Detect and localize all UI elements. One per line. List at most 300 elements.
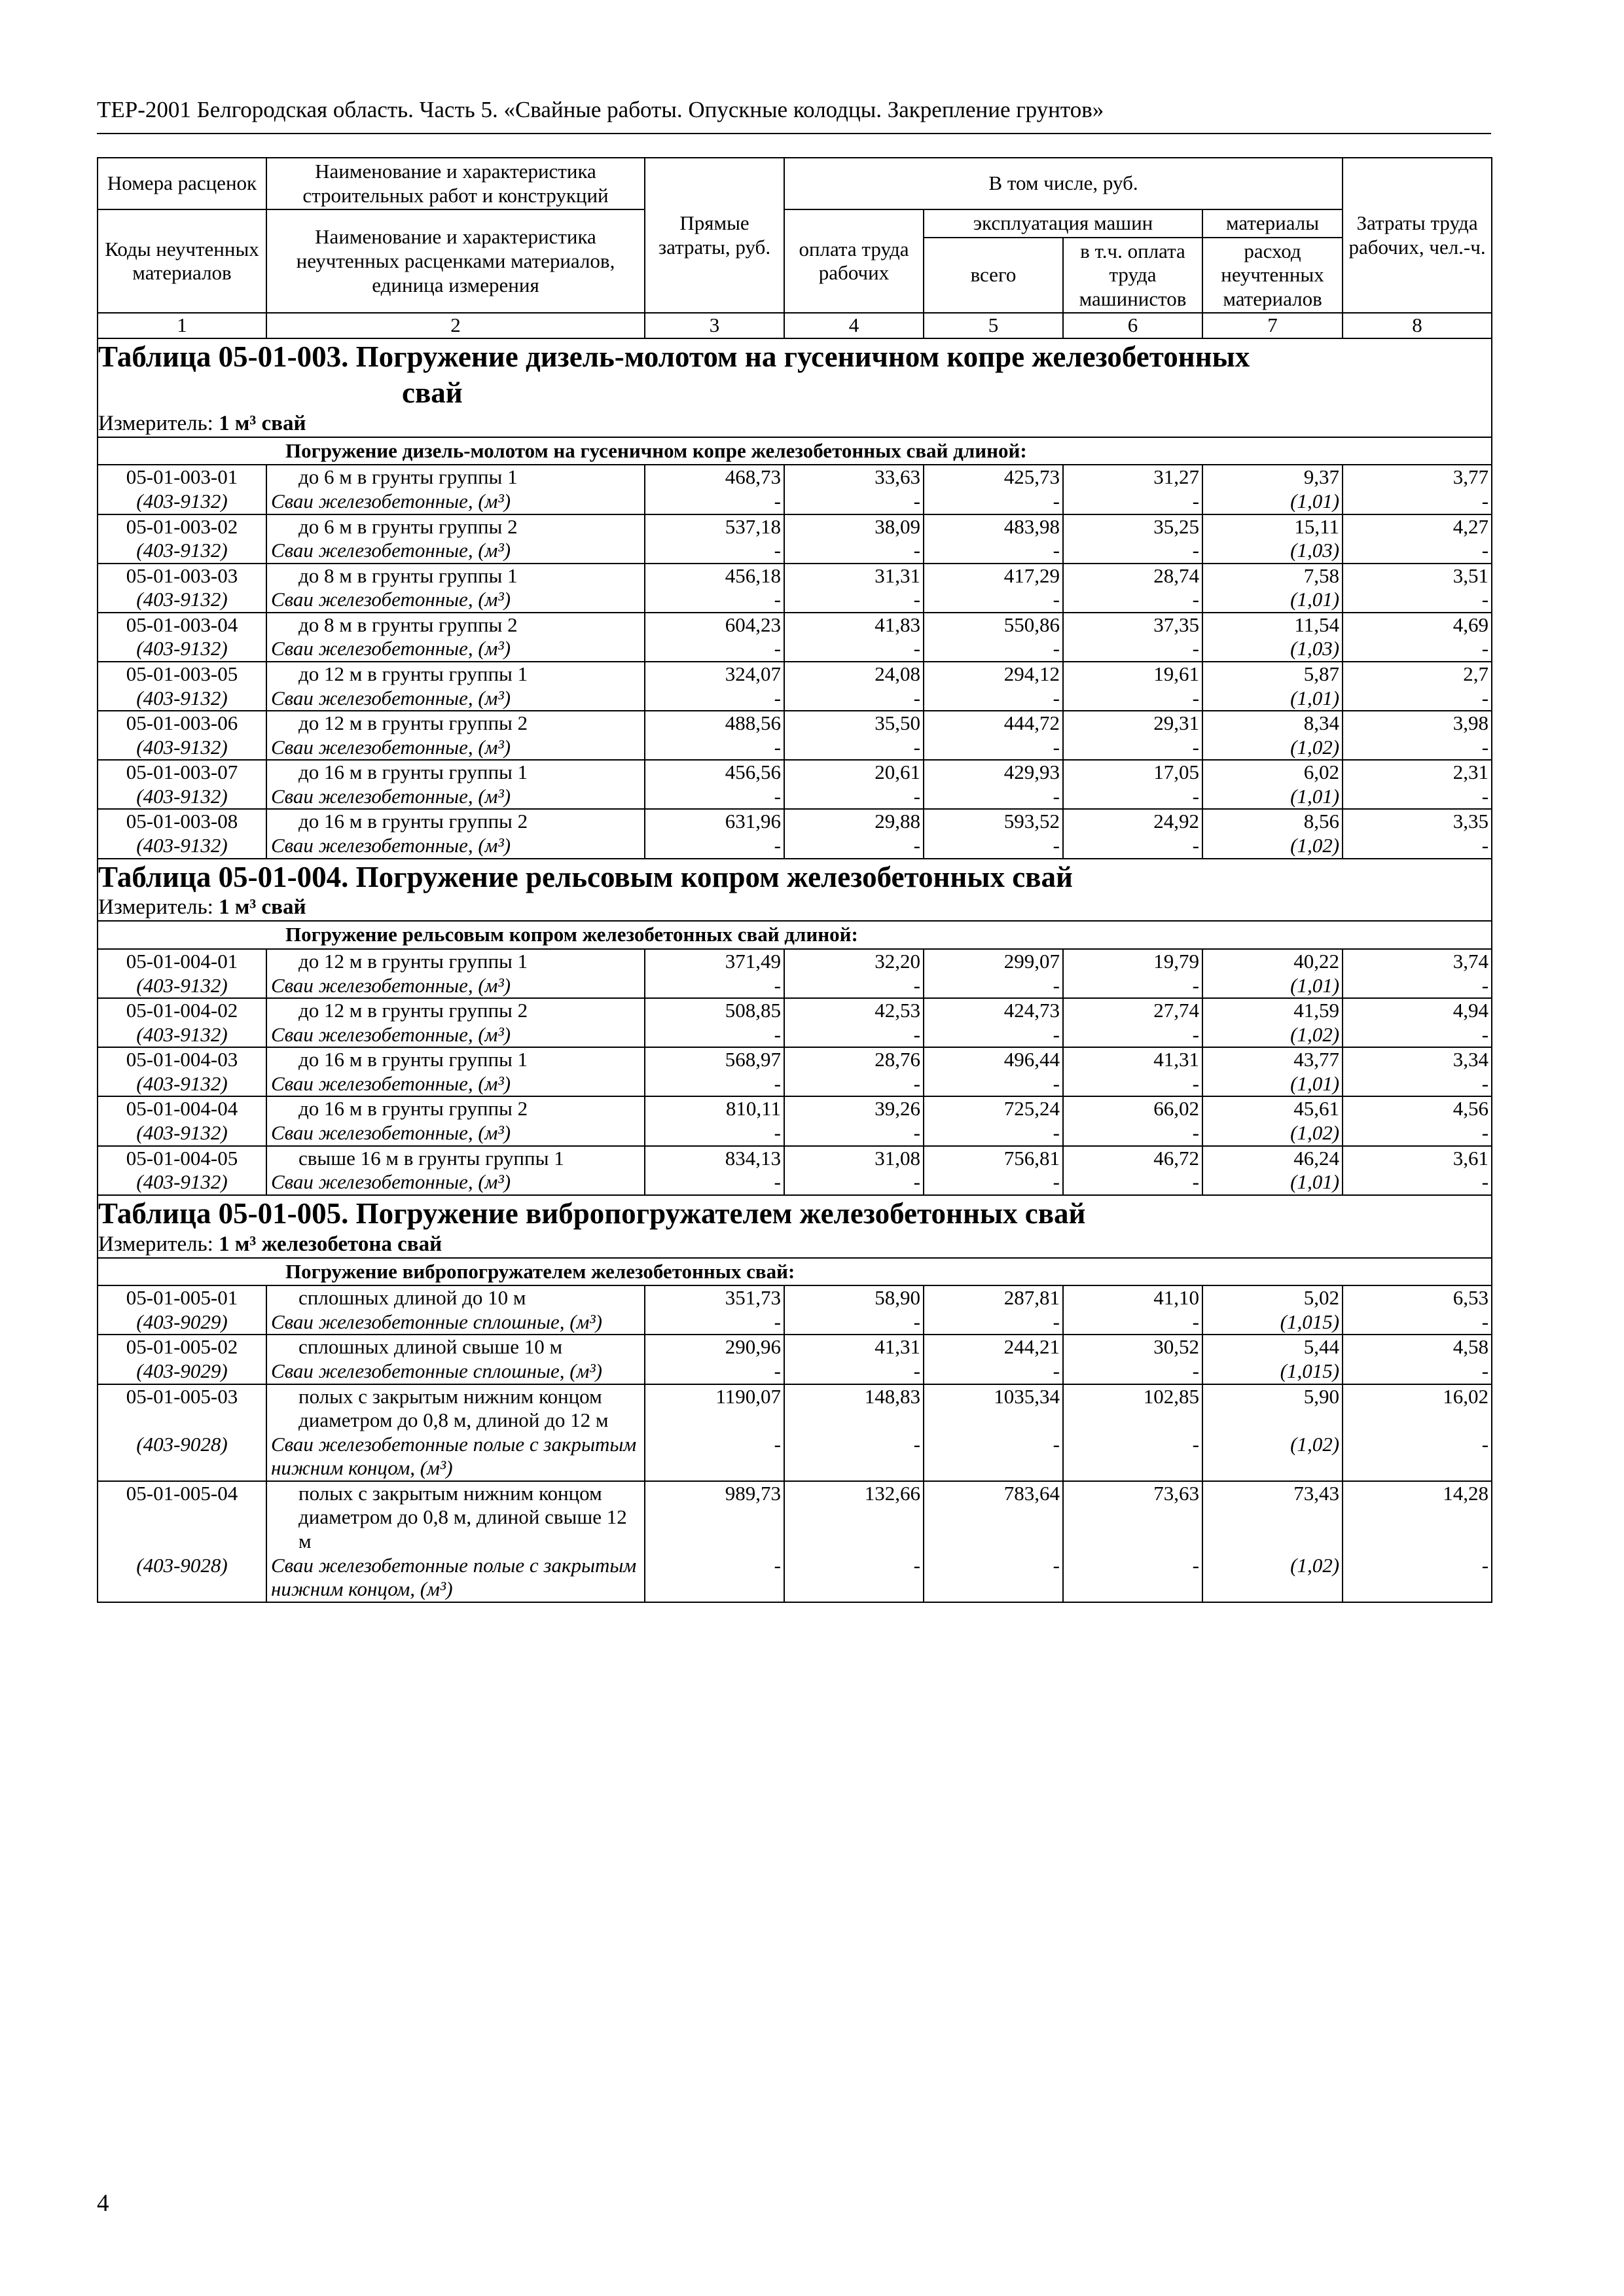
value-cell: 290,96 <box>645 1335 784 1359</box>
material-name: Сваи железобетонные, (м³) <box>266 637 645 662</box>
value-cell: 20,61 <box>784 760 924 785</box>
value-cell: 3,35 <box>1343 809 1492 834</box>
rate-code: 05-01-003-04 <box>98 613 266 637</box>
material-value-cell: - <box>645 1433 784 1481</box>
value-cell: 3,74 <box>1343 949 1492 974</box>
material-value-cell: - <box>1343 736 1492 761</box>
material-value-cell: (1,01) <box>1202 974 1343 999</box>
value-cell: 3,77 <box>1343 465 1492 490</box>
work-name: полых с закрытым нижним концом диаметром до 0,8 м, длиной свыше 12 м <box>266 1481 645 1554</box>
rate-code: 05-01-003-01 <box>98 465 266 490</box>
work-name: свыше 16 м в грунты группы 1 <box>266 1146 645 1171</box>
material-value-cell: - <box>784 1023 924 1048</box>
value-cell: 30,52 <box>1063 1335 1202 1359</box>
value-cell: 5,02 <box>1202 1285 1343 1310</box>
meter-value: 1 м³ свай <box>219 411 306 435</box>
value-cell: 17,05 <box>1063 760 1202 785</box>
material-code: (403-9132) <box>98 1121 266 1146</box>
table-subheading-row <box>98 1258 1492 1286</box>
value-cell: 287,81 <box>924 1285 1063 1310</box>
header-rule <box>97 133 1491 134</box>
material-value-cell: - <box>1063 736 1202 761</box>
header-direct-costs: Прямые затраты, руб. <box>645 158 784 313</box>
material-value-cell: (1,01) <box>1202 785 1343 810</box>
material-value-cell: - <box>645 687 784 711</box>
material-value-cell: - <box>924 539 1063 564</box>
material-value-cell: - <box>1343 1359 1492 1384</box>
table-title-line: свай <box>402 376 463 409</box>
material-value-cell: - <box>645 1023 784 1048</box>
value-cell: 28,74 <box>1063 564 1202 588</box>
meter-value: 1 м³ свай <box>219 895 306 920</box>
table-row <box>98 514 1492 539</box>
work-name: до 6 м в грунты группы 2 <box>266 514 645 539</box>
work-name: до 16 м в грунты группы 2 <box>266 809 645 834</box>
meter-label: Измеритель: <box>98 1232 219 1256</box>
value-cell: 550,86 <box>924 613 1063 637</box>
value-cell: 24,92 <box>1063 809 1202 834</box>
price-table <box>97 157 1492 1603</box>
table-meter-row <box>98 1232 1492 1258</box>
material-row <box>98 785 1492 810</box>
material-row <box>98 1072 1492 1097</box>
material-code: (403-9029) <box>98 1310 266 1335</box>
table-title <box>98 859 1492 895</box>
value-cell: 4,56 <box>1343 1096 1492 1121</box>
material-value-cell: - <box>1063 539 1202 564</box>
column-number: 2 <box>266 313 645 338</box>
value-cell: 4,69 <box>1343 613 1492 637</box>
material-value-cell: - <box>924 490 1063 514</box>
value-cell: 38,09 <box>784 514 924 539</box>
column-numbers <box>98 313 1492 338</box>
material-row <box>98 834 1492 859</box>
material-code: (403-9132) <box>98 539 266 564</box>
value-cell: 11,54 <box>1202 613 1343 637</box>
table-row <box>98 1384 1492 1433</box>
material-value-cell: - <box>924 1359 1063 1384</box>
material-value-cell: (1,02) <box>1202 1121 1343 1146</box>
material-value-cell: - <box>924 785 1063 810</box>
value-cell: 46,24 <box>1202 1146 1343 1171</box>
material-value-cell: - <box>924 1310 1063 1335</box>
value-cell: 73,63 <box>1063 1481 1202 1554</box>
value-cell: 783,64 <box>924 1481 1063 1554</box>
value-cell: 444,72 <box>924 711 1063 736</box>
header-machines-total: всего <box>924 238 1063 314</box>
value-cell: 37,35 <box>1063 613 1202 637</box>
material-value-cell: - <box>784 588 924 613</box>
material-value-cell: - <box>1063 1121 1202 1146</box>
page-number: 4 <box>97 2190 109 2217</box>
material-value-cell: - <box>1063 1170 1202 1195</box>
material-name: Сваи железобетонные, (м³) <box>266 539 645 564</box>
material-value-cell: - <box>1063 1359 1202 1384</box>
material-value-cell: - <box>924 637 1063 662</box>
material-value-cell: - <box>784 785 924 810</box>
material-value-cell: - <box>924 834 1063 859</box>
material-row <box>98 1310 1492 1335</box>
material-code: (403-9028) <box>98 1554 266 1602</box>
material-name: Сваи железобетонные полые с закрытым нижним концом, (м³) <box>266 1554 645 1602</box>
material-value-cell: - <box>1063 834 1202 859</box>
table-row <box>98 1047 1492 1072</box>
value-cell: 631,96 <box>645 809 784 834</box>
table-title-line: Таблица 05-01-004. Погружение рельсовым копром железобетонных свай <box>98 860 1073 893</box>
value-cell: 58,90 <box>784 1285 924 1310</box>
table-title <box>98 1195 1492 1232</box>
rate-code: 05-01-004-02 <box>98 998 266 1023</box>
value-cell: 3,34 <box>1343 1047 1492 1072</box>
value-cell: 31,31 <box>784 564 924 588</box>
value-cell: 66,02 <box>1063 1096 1202 1121</box>
material-value-cell: - <box>784 1072 924 1097</box>
material-value-cell: - <box>645 785 784 810</box>
value-cell: 19,61 <box>1063 662 1202 687</box>
value-cell: 43,77 <box>1202 1047 1343 1072</box>
material-value-cell: - <box>784 1310 924 1335</box>
value-cell: 425,73 <box>924 465 1063 490</box>
material-value-cell: (1,02) <box>1202 1023 1343 1048</box>
material-name: Сваи железобетонные полые с закрытым нижним концом, (м³) <box>266 1433 645 1481</box>
value-cell: 244,21 <box>924 1335 1063 1359</box>
rate-code: 05-01-005-02 <box>98 1335 266 1359</box>
value-cell: 31,27 <box>1063 465 1202 490</box>
value-cell: 4,94 <box>1343 998 1492 1023</box>
material-value-cell: - <box>1343 687 1492 711</box>
value-cell: 5,44 <box>1202 1335 1343 1359</box>
material-value-cell: - <box>645 1554 784 1602</box>
material-value-cell: - <box>924 1433 1063 1481</box>
header-material-codes: Коды неучтенных материалов <box>98 209 266 313</box>
value-cell: 9,37 <box>1202 465 1343 490</box>
material-value-cell: (1,02) <box>1202 736 1343 761</box>
meter-label: Измеритель: <box>98 411 219 435</box>
material-value-cell: - <box>645 1310 784 1335</box>
material-value-cell: - <box>1343 1433 1492 1481</box>
value-cell: 29,31 <box>1063 711 1202 736</box>
material-value-cell: - <box>924 687 1063 711</box>
rate-code: 05-01-004-03 <box>98 1047 266 1072</box>
table-subheading-row <box>98 437 1492 465</box>
work-name: до 16 м в грунты группы 1 <box>266 760 645 785</box>
work-name: полых с закрытым нижним концом диаметром до 0,8 м, длиной до 12 м <box>266 1384 645 1433</box>
table-row <box>98 1146 1492 1171</box>
value-cell: 7,58 <box>1202 564 1343 588</box>
rate-code: 05-01-004-04 <box>98 1096 266 1121</box>
value-cell: 31,08 <box>784 1146 924 1171</box>
table-subheading: Погружение дизель-молотом на гусеничном копре железобетонных свай длиной: <box>98 437 1492 465</box>
table-row <box>98 711 1492 736</box>
column-number: 8 <box>1343 313 1492 338</box>
column-number: 7 <box>1202 313 1343 338</box>
table-meter-row <box>98 895 1492 921</box>
material-value-cell: - <box>924 1554 1063 1602</box>
value-cell: 483,98 <box>924 514 1063 539</box>
rate-code: 05-01-003-06 <box>98 711 266 736</box>
value-cell: 8,56 <box>1202 809 1343 834</box>
value-cell: 2,31 <box>1343 760 1492 785</box>
material-value-cell: - <box>784 1433 924 1481</box>
material-value-cell: - <box>645 1072 784 1097</box>
material-value-cell: - <box>784 1170 924 1195</box>
material-row <box>98 974 1492 999</box>
value-cell: 604,23 <box>645 613 784 637</box>
table-subheading-row <box>98 921 1492 949</box>
material-name: Сваи железобетонные, (м³) <box>266 687 645 711</box>
rate-code: 05-01-003-02 <box>98 514 266 539</box>
material-name: Сваи железобетонные, (м³) <box>266 1023 645 1048</box>
material-value-cell: - <box>784 1554 924 1602</box>
material-name: Сваи железобетонные, (м³) <box>266 974 645 999</box>
table-row <box>98 998 1492 1023</box>
material-row <box>98 1121 1492 1146</box>
work-name: до 16 м в грунты группы 1 <box>266 1047 645 1072</box>
table-section-header <box>98 859 1492 895</box>
material-name: Сваи железобетонные, (м³) <box>266 1121 645 1146</box>
value-cell: 2,7 <box>1343 662 1492 687</box>
value-cell: 371,49 <box>645 949 784 974</box>
work-name: до 12 м в грунты группы 1 <box>266 662 645 687</box>
value-cell: 35,25 <box>1063 514 1202 539</box>
value-cell: 3,61 <box>1343 1146 1492 1171</box>
value-cell: 41,59 <box>1202 998 1343 1023</box>
table-row <box>98 1096 1492 1121</box>
table-body <box>98 338 1492 1602</box>
value-cell: 834,13 <box>645 1146 784 1171</box>
value-cell: 424,73 <box>924 998 1063 1023</box>
table-row <box>98 809 1492 834</box>
material-value-cell: - <box>924 1170 1063 1195</box>
value-cell: 568,97 <box>645 1047 784 1072</box>
material-value-cell: (1,015) <box>1202 1310 1343 1335</box>
material-value-cell: - <box>1343 1072 1492 1097</box>
value-cell: 593,52 <box>924 809 1063 834</box>
material-value-cell: - <box>1063 1023 1202 1048</box>
material-name: Сваи железобетонные, (м³) <box>266 490 645 514</box>
work-name: до 12 м в грунты группы 1 <box>266 949 645 974</box>
material-value-cell: - <box>924 1072 1063 1097</box>
running-header: ТЕР-2001 Белгородская область. Часть 5. «Свайные работы. Опускные колодцы. Закрепление грунтов» <box>97 97 1104 122</box>
work-name: до 12 м в грунты группы 2 <box>266 998 645 1023</box>
value-cell: 3,51 <box>1343 564 1492 588</box>
material-value-cell: - <box>924 1023 1063 1048</box>
value-cell: 41,10 <box>1063 1285 1202 1310</box>
header-machinist-pay: в т.ч. оплата труда машинистов <box>1063 238 1202 314</box>
rate-code: 05-01-004-05 <box>98 1146 266 1171</box>
material-value-cell: - <box>784 974 924 999</box>
material-row <box>98 1433 1492 1481</box>
material-name: Сваи железобетонные, (м³) <box>266 588 645 613</box>
material-value-cell: - <box>1063 1072 1202 1097</box>
material-value-cell: - <box>1343 1023 1492 1048</box>
value-cell: 29,88 <box>784 809 924 834</box>
material-value-cell: - <box>645 1359 784 1384</box>
material-value-cell: (1,01) <box>1202 1072 1343 1097</box>
value-cell: 508,85 <box>645 998 784 1023</box>
value-cell: 32,20 <box>784 949 924 974</box>
document-body <box>97 157 1491 1603</box>
material-value-cell: - <box>645 736 784 761</box>
value-cell: 45,61 <box>1202 1096 1343 1121</box>
rate-code: 05-01-003-07 <box>98 760 266 785</box>
value-cell: 4,58 <box>1343 1335 1492 1359</box>
value-cell: 41,31 <box>784 1335 924 1359</box>
value-cell: 756,81 <box>924 1146 1063 1171</box>
material-code: (403-9132) <box>98 588 266 613</box>
material-row <box>98 736 1492 761</box>
value-cell: 40,22 <box>1202 949 1343 974</box>
table-title <box>98 338 1492 411</box>
material-value-cell: - <box>1063 490 1202 514</box>
material-value-cell: - <box>1063 1310 1202 1335</box>
rate-code: 05-01-005-03 <box>98 1384 266 1433</box>
value-cell: 5,90 <box>1202 1384 1343 1433</box>
material-value-cell: - <box>645 974 784 999</box>
material-value-cell: - <box>1343 1554 1492 1602</box>
material-value-cell: - <box>1343 1310 1492 1335</box>
value-cell: 5,87 <box>1202 662 1343 687</box>
material-name: Сваи железобетонные сплошные, (м³) <box>266 1359 645 1384</box>
material-value-cell: - <box>1063 687 1202 711</box>
column-number: 5 <box>924 313 1063 338</box>
material-row <box>98 1359 1492 1384</box>
table-section-header <box>98 1195 1492 1232</box>
material-value-cell: - <box>1343 1121 1492 1146</box>
header-materials: материалы <box>1202 209 1343 238</box>
table-row <box>98 465 1492 490</box>
material-value-cell: (1,02) <box>1202 1433 1343 1481</box>
work-name: до 12 м в грунты группы 2 <box>266 711 645 736</box>
value-cell: 6,53 <box>1343 1285 1492 1310</box>
table-title-line: Таблица 05-01-003. Погружение дизель-молотом на гусеничном копре железобетонных <box>98 340 1250 374</box>
material-name: Сваи железобетонные сплошные, (м³) <box>266 1310 645 1335</box>
material-value-cell: (1,01) <box>1202 687 1343 711</box>
material-value-cell: (1,02) <box>1202 1554 1343 1602</box>
value-cell: 148,83 <box>784 1384 924 1433</box>
material-value-cell: (1,015) <box>1202 1359 1343 1384</box>
material-value-cell: - <box>1063 1433 1202 1481</box>
material-code: (403-9132) <box>98 1170 266 1195</box>
material-value-cell: - <box>645 1170 784 1195</box>
material-name: Сваи железобетонные, (м³) <box>266 1072 645 1097</box>
material-value-cell: - <box>1063 588 1202 613</box>
value-cell: 15,11 <box>1202 514 1343 539</box>
material-name: Сваи железобетонные, (м³) <box>266 736 645 761</box>
value-cell: 132,66 <box>784 1481 924 1554</box>
header-material-use: расход неучтенных материалов <box>1202 238 1343 314</box>
material-code: (403-9132) <box>98 490 266 514</box>
table-row <box>98 613 1492 637</box>
table-subheading: Погружение вибропогружателем железобетонных свай: <box>98 1258 1492 1286</box>
material-value-cell: (1,03) <box>1202 637 1343 662</box>
work-name: до 6 м в грунты группы 1 <box>266 465 645 490</box>
value-cell: 1035,34 <box>924 1384 1063 1433</box>
material-value-cell: - <box>645 588 784 613</box>
value-cell: 429,93 <box>924 760 1063 785</box>
material-name: Сваи железобетонные, (м³) <box>266 785 645 810</box>
rate-code: 05-01-003-05 <box>98 662 266 687</box>
value-cell: 46,72 <box>1063 1146 1202 1171</box>
material-value-cell: (1,01) <box>1202 490 1343 514</box>
value-cell: 28,76 <box>784 1047 924 1072</box>
material-value-cell: - <box>645 490 784 514</box>
material-value-cell: - <box>924 588 1063 613</box>
value-cell: 496,44 <box>924 1047 1063 1072</box>
material-code: (403-9132) <box>98 736 266 761</box>
material-row <box>98 1170 1492 1195</box>
value-cell: 989,73 <box>645 1481 784 1554</box>
value-cell: 33,63 <box>784 465 924 490</box>
material-value-cell: - <box>645 539 784 564</box>
material-code: (403-9132) <box>98 1072 266 1097</box>
table-row <box>98 1285 1492 1310</box>
column-number: 1 <box>98 313 266 338</box>
material-value-cell: - <box>784 736 924 761</box>
value-cell: 456,56 <box>645 760 784 785</box>
material-value-cell: - <box>1343 974 1492 999</box>
material-row <box>98 1023 1492 1048</box>
table-meter <box>98 1232 1492 1258</box>
column-number: 4 <box>784 313 924 338</box>
table-title-line: Таблица 05-01-005. Погружение вибропогружателем железобетонных свай <box>98 1196 1086 1230</box>
value-cell: 725,24 <box>924 1096 1063 1121</box>
work-name: до 8 м в грунты группы 2 <box>266 613 645 637</box>
table-section-header <box>98 338 1492 411</box>
rate-code: 05-01-003-08 <box>98 809 266 834</box>
material-code: (403-9132) <box>98 687 266 711</box>
value-cell: 294,12 <box>924 662 1063 687</box>
material-value-cell: - <box>784 539 924 564</box>
material-row <box>98 539 1492 564</box>
material-row <box>98 687 1492 711</box>
header-rate-numbers: Номера расценок <box>98 158 266 209</box>
material-row <box>98 1554 1492 1602</box>
value-cell: 299,07 <box>924 949 1063 974</box>
material-value-cell: - <box>1343 490 1492 514</box>
value-cell: 1190,07 <box>645 1384 784 1433</box>
material-value-cell: - <box>1063 974 1202 999</box>
header-material-name: Наименование и характеристика неучтенных расценками материалов, единица измерения <box>266 209 645 313</box>
material-code: (403-9132) <box>98 785 266 810</box>
material-value-cell: (1,02) <box>1202 834 1343 859</box>
value-cell: 19,79 <box>1063 949 1202 974</box>
rate-code: 05-01-004-01 <box>98 949 266 974</box>
material-value-cell: - <box>1343 588 1492 613</box>
material-value-cell: - <box>1063 637 1202 662</box>
material-value-cell: - <box>924 974 1063 999</box>
table-meter-row <box>98 411 1492 437</box>
value-cell: 351,73 <box>645 1285 784 1310</box>
rate-code: 05-01-005-04 <box>98 1481 266 1554</box>
value-cell: 468,73 <box>645 465 784 490</box>
material-value-cell: - <box>784 687 924 711</box>
value-cell: 3,98 <box>1343 711 1492 736</box>
table-header <box>98 158 1492 338</box>
table-row <box>98 1481 1492 1554</box>
value-cell: 16,02 <box>1343 1384 1492 1433</box>
value-cell: 8,34 <box>1202 711 1343 736</box>
value-cell: 456,18 <box>645 564 784 588</box>
header-machines: эксплуатация машин <box>924 209 1202 238</box>
material-value-cell: - <box>645 834 784 859</box>
work-name: до 16 м в грунты группы 2 <box>266 1096 645 1121</box>
table-meter <box>98 895 1492 921</box>
material-code: (403-9132) <box>98 637 266 662</box>
material-value-cell: (1,01) <box>1202 1170 1343 1195</box>
value-cell: 24,08 <box>784 662 924 687</box>
material-value-cell: - <box>784 1359 924 1384</box>
